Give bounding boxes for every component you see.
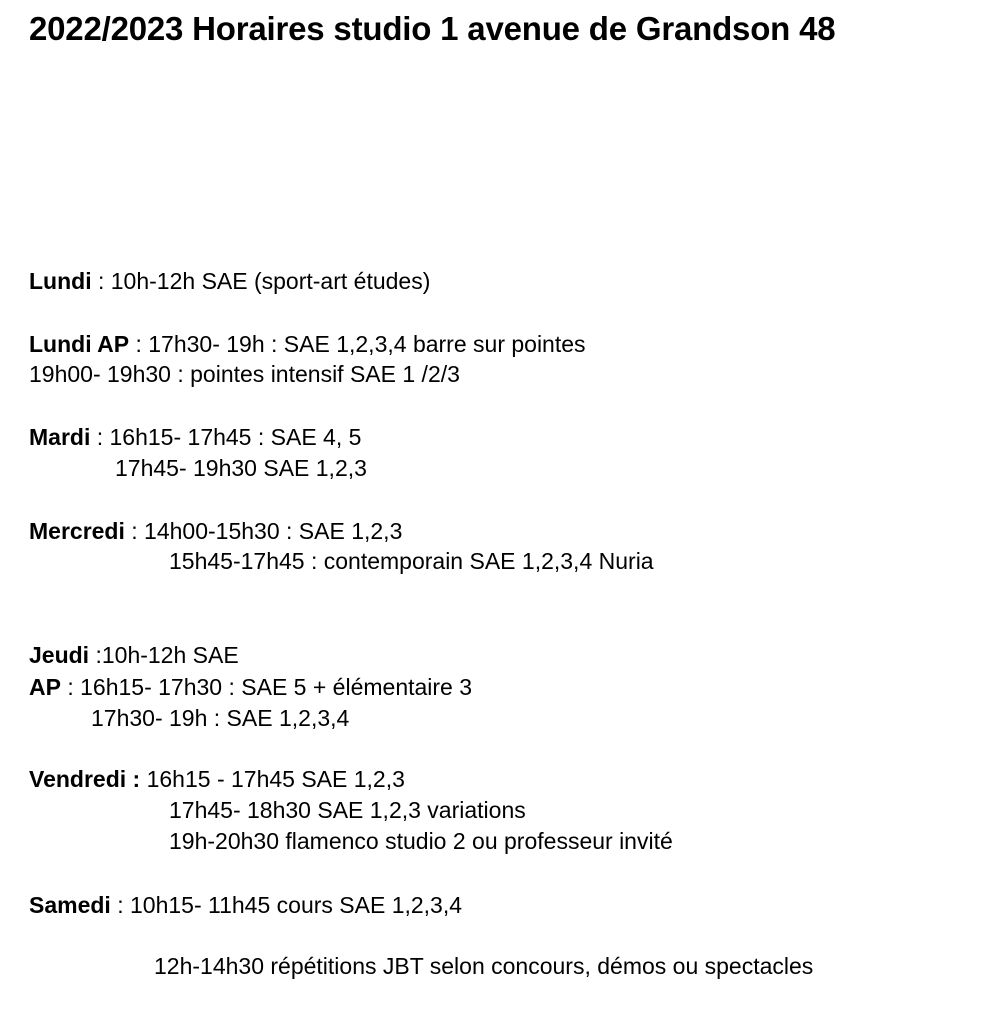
jeudi-schedule-1: :10h-12h SAE [89, 642, 239, 668]
vendredi-schedule-3: 19h-20h30 flamenco studio 2 ou professeur invité [169, 828, 673, 854]
lundi-row [29, 266, 430, 296]
lundi-label: Lundi [29, 268, 92, 294]
mardi-schedule-2: 17h45- 19h30 SAE 1,2,3 [115, 455, 367, 481]
samedi-row [29, 890, 462, 920]
vendredi-row [29, 764, 405, 794]
mercredi-schedule-1: : 14h00-15h30 : SAE 1,2,3 [124, 518, 403, 544]
ap-row [29, 672, 472, 702]
mardi-row [29, 422, 361, 452]
lundi-ap-label: Lundi AP [29, 331, 130, 357]
mardi-schedule-1: : 16h15- 17h45 : SAE 4, 5 [90, 424, 362, 450]
mercredi-row [29, 516, 402, 546]
mardi-label: Mardi [29, 424, 91, 450]
lundi-ap-schedule-1: : 17h30- 19h : SAE 1,2,3,4 barre sur pointes [129, 331, 586, 357]
jeudi-row [29, 640, 239, 670]
lundi-ap-row [29, 329, 586, 359]
ap-schedule-1: : 16h15- 17h30 : SAE 5 + élémentaire 3 [60, 674, 473, 700]
mercredi-schedule-2: 15h45-17h45 : contemporain SAE 1,2,3,4 Nuria [169, 548, 654, 574]
mercredi-label: Mercredi [29, 518, 125, 544]
jeudi-label: Jeudi [29, 642, 90, 668]
ap-schedule-2: 17h30- 19h : SAE 1,2,3,4 [91, 705, 350, 731]
page-title: 2022/2023 Horaires studio 1 avenue de Grandson 48 [29, 10, 836, 47]
ap-label: AP [29, 674, 61, 700]
lundi-ap-schedule-2: 19h00- 19h30 : pointes intensif SAE 1 /2/3 [29, 361, 460, 387]
samedi-label: Samedi [29, 892, 111, 918]
vendredi-schedule-2: 17h45- 18h30 SAE 1,2,3 variations [169, 797, 526, 823]
samedi-schedule-1: : 10h15- 11h45 cours SAE 1,2,3,4 [110, 892, 463, 918]
samedi-schedule-2: 12h-14h30 répétitions JBT selon concours, démos ou spectacles [154, 953, 814, 979]
vendredi-label: Vendredi : [29, 766, 141, 792]
lundi-schedule-1: : 10h-12h SAE (sport-art études) [91, 268, 431, 294]
vendredi-schedule-1: 16h15 - 17h45 SAE 1,2,3 [140, 766, 405, 792]
